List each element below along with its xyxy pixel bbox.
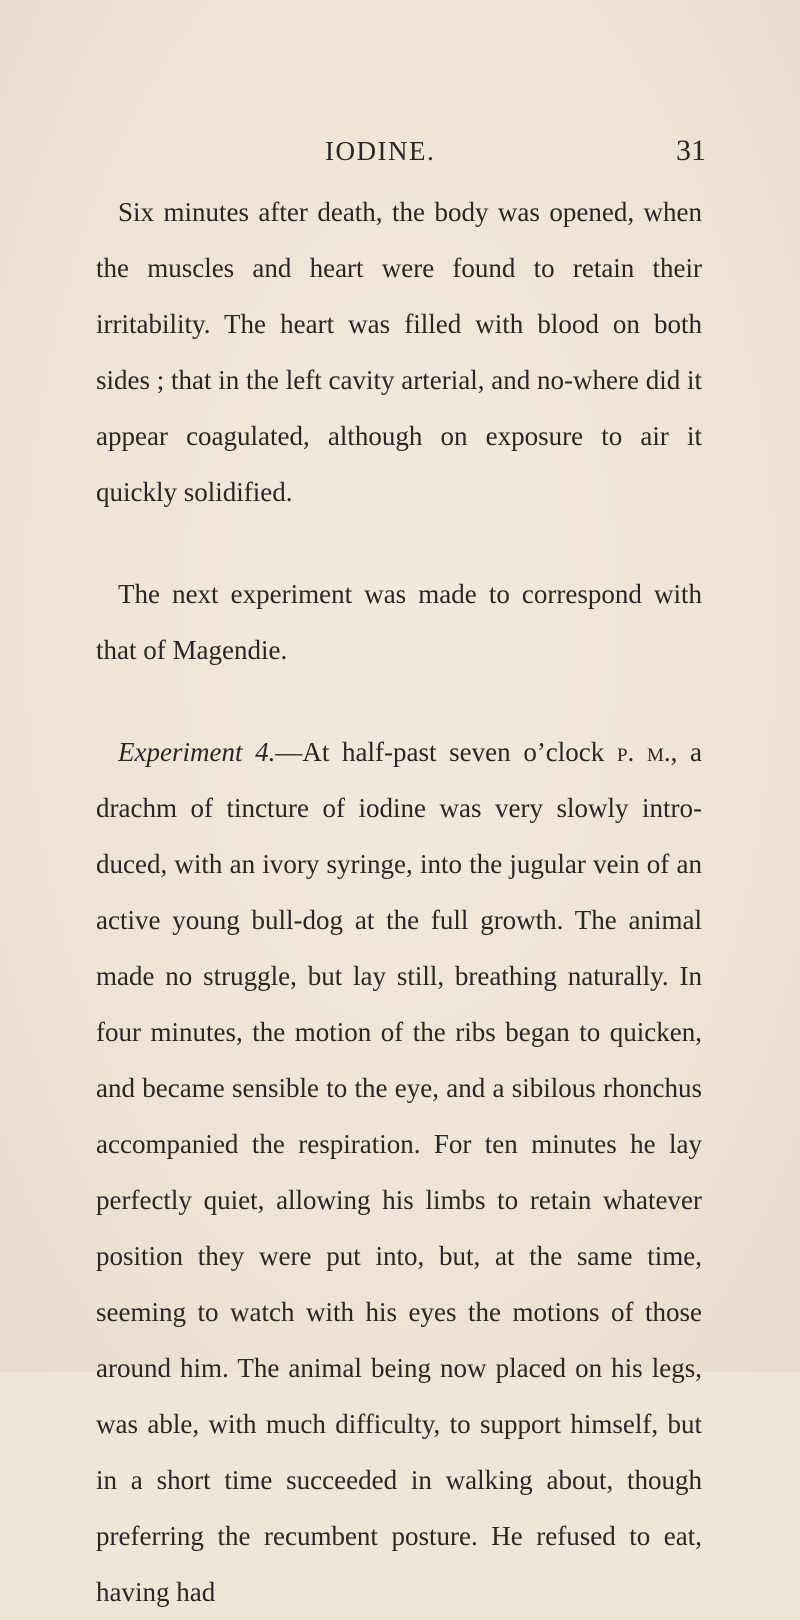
running-title: IODINE.: [325, 136, 436, 166]
experiment-text-body: , a drachm of tincture of iodine was very slowly intro-duced, with an ivory syringe, into the jugular vein of an active young bull-dog at the full growth. The animal made no struggle, but lay still, breathing naturally. In four minutes, the motion of the ribs began to quicken, and became sensible to the eye, and a sibilous rhonchus accompanied the respiration. For ten minutes he lay perfectly quiet, allowing his limbs to retain whatever position they were put into, but, at the same time, seeming to watch with his eyes the motions of those around him. The animal being now placed on his legs, was able, with much difficulty, to support himself, but in a short time succeeded in walking about, though preferring the recumbent posture. He refused to eat, having had: [96, 737, 702, 1607]
page-number: 31: [676, 134, 706, 167]
experiment-text-start: —At half-past seven o’clock: [275, 737, 605, 767]
experiment-time: p. m.: [616, 737, 671, 767]
experiment-label: Experiment 4.: [118, 737, 276, 767]
paragraph-next-experiment: The next experiment was made to correspond with that of Magendie.: [96, 579, 702, 665]
running-head: [0, 136, 800, 176]
paragraph-experiment-4: [96, 724, 702, 1620]
body-text: [96, 184, 702, 1620]
paragraph-autopsy: Six minutes after death, the body was opened, when the muscles and heart were found to retain their irritability. The heart was filled with blood on both sides ; that in the left cavity arterial, and no-where did it appear coagulated, although on exposure to air it quickly solidified.: [96, 197, 702, 507]
